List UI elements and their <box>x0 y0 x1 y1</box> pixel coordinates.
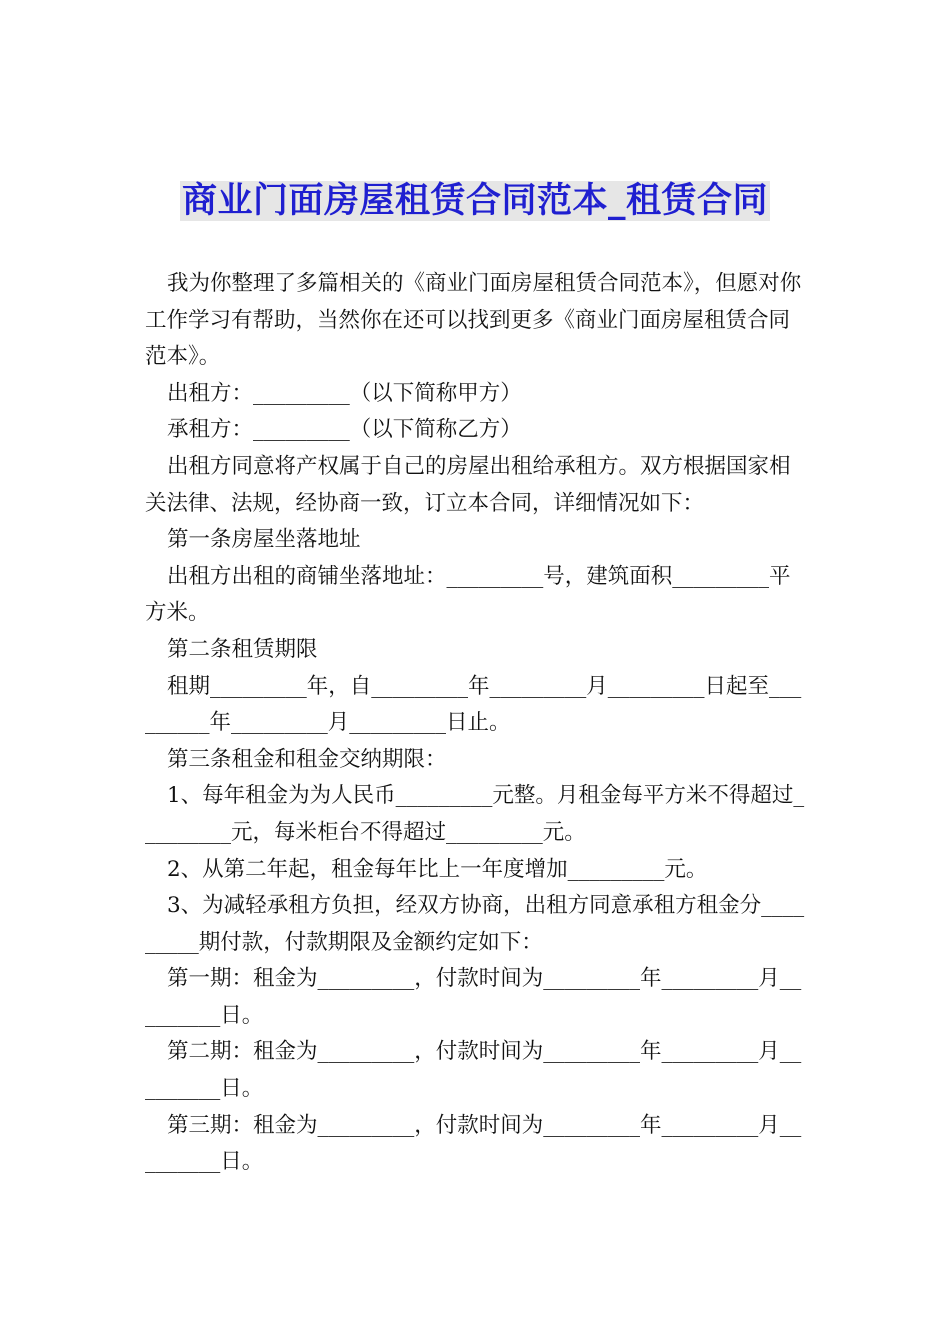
article-2-heading: 第二条租赁期限 <box>167 636 318 662</box>
article-1-text: 出租方出租的商铺坐落地址：_________号，建筑面积_________平方米。 <box>145 563 791 626</box>
agreement-paragraph: 出租方同意将产权属于自己的房屋出租给承租方。双方根据国家相关法律、法规，经协商一致，订立本合同，详细情况如下： <box>145 453 791 516</box>
document-body <box>145 266 807 1181</box>
payment-period-1: 第一期：租金为_________，付款时间为_________年_________月_________日。 <box>145 966 802 1028</box>
article-1-heading: 第一条房屋坐落地址 <box>167 527 361 553</box>
payment-period-3: 第三期：租金为_________，付款时间为_________年_________月_________日。 <box>145 1112 802 1175</box>
article-3-heading: 第三条租金和租金交纳期限： <box>167 746 447 772</box>
document-title-text: 商业门面房屋租赁合同范本_租赁合同 <box>181 181 768 221</box>
article-3-item-2: 2、从第二年起，租金每年比上一年度增加_________元。 <box>167 856 708 882</box>
document-title <box>0 176 950 226</box>
intro-paragraph: 我为你整理了多篇相关的《商业门面房屋租赁合同范本》，但愿对你工作学习有帮助，当然你在还可以找到更多《商业门面房屋租赁合同范本》。 <box>145 271 802 370</box>
article-3-item-1: 1、每年租金为为人民币_________元整。月租金每平方米不得超过_________元，每米柜台不得超过_________元。 <box>145 783 805 845</box>
lessor-line: 出租方：_________（以下简称甲方） <box>167 380 522 406</box>
article-2-text: 租期_________年，自_________年_________月_________日起至_________年_________月_________日止。 <box>145 673 802 736</box>
payment-period-2: 第二期：租金为_________，付款时间为_________年_________月_________日。 <box>145 1039 802 1102</box>
lessee-line: 承租方：_________（以下简称乙方） <box>167 417 522 443</box>
article-3-item-3: 3、为减轻承租方负担，经双方协商，出租方同意承租方租金分_________期付款，付款期限及金额约定如下： <box>145 893 805 955</box>
